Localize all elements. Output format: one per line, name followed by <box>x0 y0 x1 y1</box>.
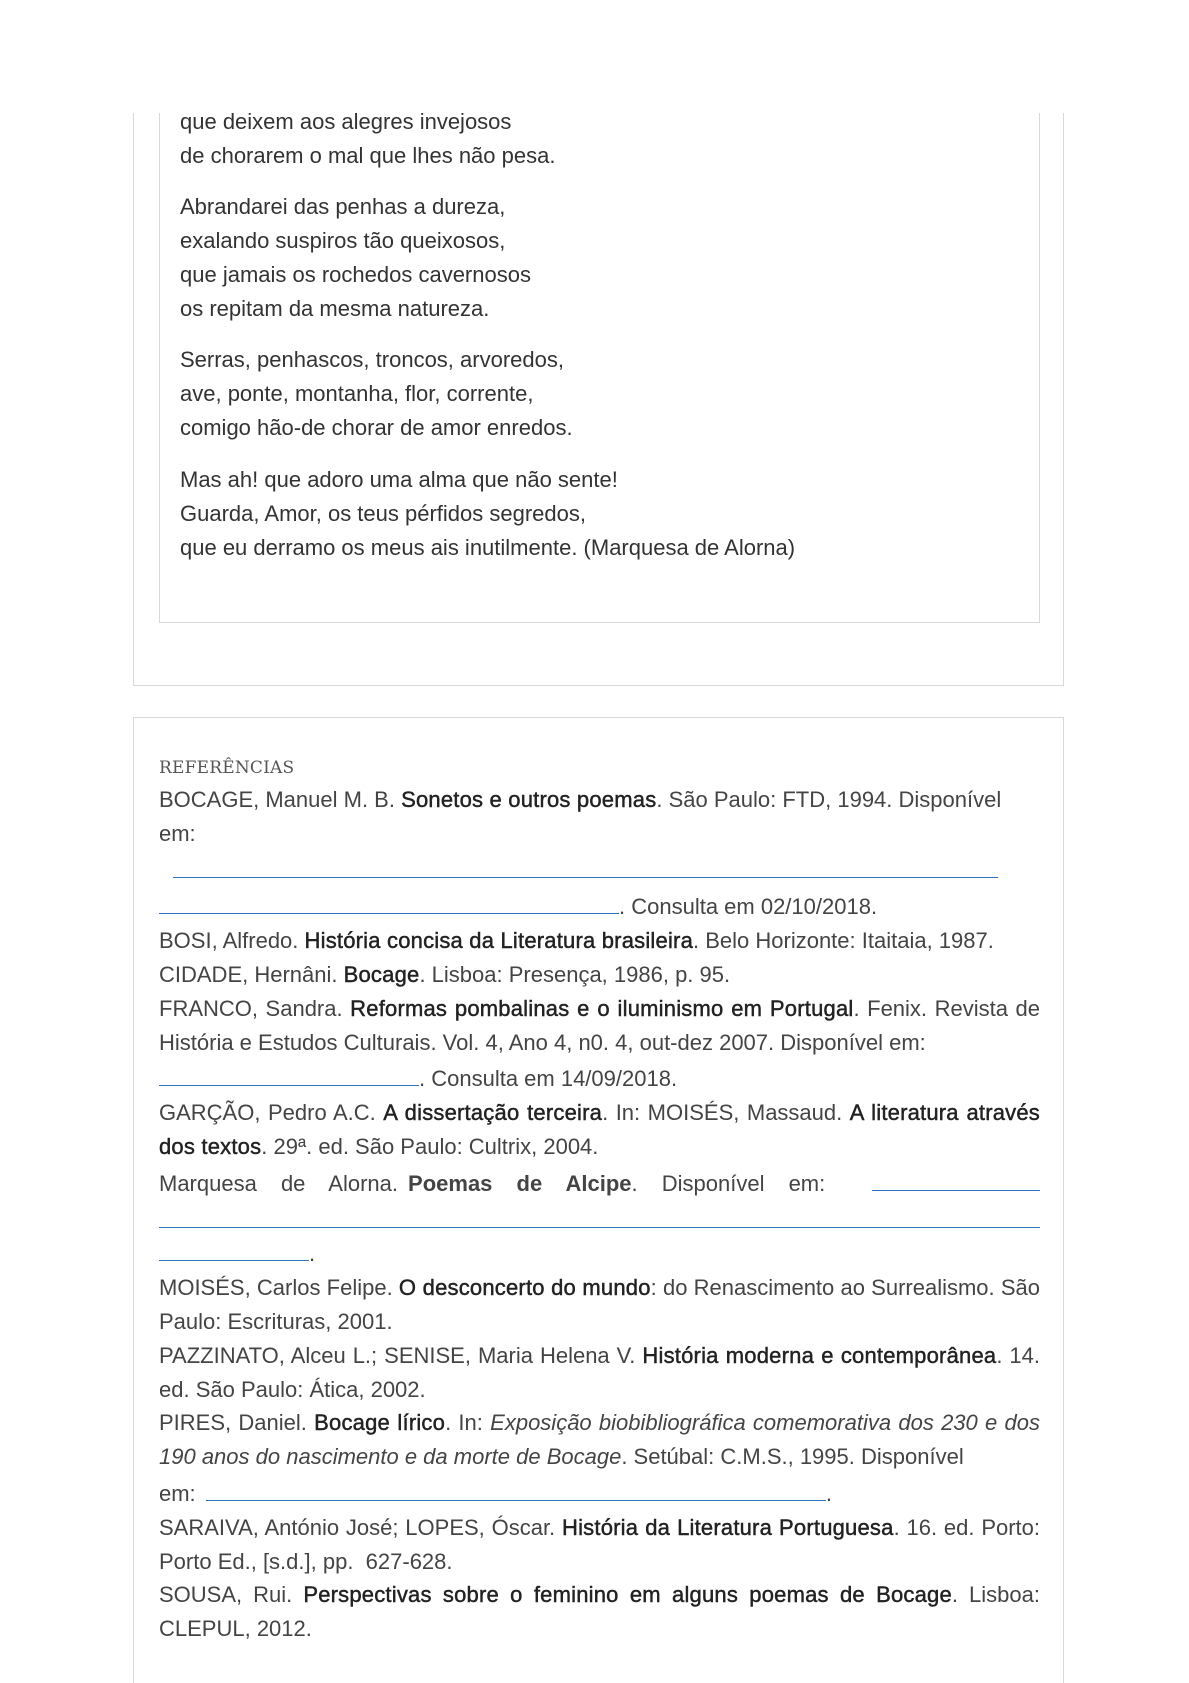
poem-verse: comigo hão-de chorar de amor enredos. <box>180 415 573 440</box>
reference-link[interactable] <box>173 851 998 878</box>
reference-link[interactable] <box>159 1201 1040 1228</box>
poem-verse: que jamais os rochedos cavernosos <box>180 262 531 287</box>
reference-link[interactable] <box>159 1059 419 1086</box>
ref-details: . 29ª. ed. São Paulo: Cultrix, 2004. <box>261 1133 599 1159</box>
references-list <box>159 753 1047 1646</box>
reference-pazzinato <box>159 1339 1040 1407</box>
ref-details: . Disponível em: <box>631 1170 826 1196</box>
ref-em-label: em: <box>159 820 196 846</box>
reference-sousa <box>159 1578 1040 1646</box>
ref-details: : do Renascimento ao Surrealismo. São Paulo: Escrituras, 2001. <box>159 1275 1040 1334</box>
reference-pires <box>159 1406 1040 1474</box>
ref-author: CIDADE, Hernâni. <box>159 961 344 987</box>
ref-details: . Lisboa: Presença, 1986, p. 95. <box>419 961 731 987</box>
reference-link[interactable] <box>872 1164 1040 1191</box>
ref-title: Bocage lírico <box>314 1410 446 1436</box>
ref-author: BOCAGE, Manuel M. B. <box>159 787 402 812</box>
reference-bocage-consult-row <box>159 887 1040 924</box>
poem-card <box>133 109 1064 686</box>
poem-verse: que deixem aos alegres invejosos <box>180 109 512 134</box>
poem-stanza <box>180 463 795 565</box>
ref-details: . 16. ed. Porto: Porto Ed., [s.d.], pp. 627-628. <box>159 1514 1047 1574</box>
ref-details: . In: MOISÉS, Massaud. <box>602 1100 850 1126</box>
ref-title: Sonetos e outros poemas <box>401 787 657 812</box>
references-heading: REFERÊNCIAS <box>159 758 295 778</box>
ref-details: . Belo Horizonte: Itaitaia, 1987. <box>693 928 994 954</box>
ref-author: SOUSA, Rui. <box>159 1582 304 1608</box>
reference-moises <box>159 1271 1040 1339</box>
ref-title: História concisa da Literatura brasileira <box>304 928 693 954</box>
poem-verse: de chorarem o mal que lhes não pesa. <box>180 143 556 168</box>
poem-stanza <box>180 343 573 445</box>
ref-italic-title: Exposição biobibliográfica comemorativa dos 230 e dos 190 anos do nascimento e da morte de Bocage <box>159 1410 1041 1470</box>
ref-details: . 14. ed. São Paulo: Ática, 2002. <box>159 1342 1040 1402</box>
poem-verse: ave, ponte, montanha, flor, corrente, <box>180 381 534 406</box>
reference-cidade <box>159 958 1040 992</box>
poem-verse: que eu derramo os meus ais inutilmente. (Marquesa de Alorna) <box>180 535 796 560</box>
ref-title: Reformas pombalinas e o iluminismo em Portugal <box>350 995 854 1021</box>
reference-franco <box>159 992 1040 1060</box>
ref-author: PAZZINATO, Alceu L.; SENISE, Maria Helena V. <box>159 1342 643 1368</box>
reference-alorna <box>159 1164 1040 1201</box>
ref-end: . <box>825 1480 832 1506</box>
ref-author: FRANCO, Sandra. <box>159 995 351 1021</box>
reference-saraiva <box>159 1511 1047 1579</box>
ref-author: GARÇÃO, Pedro A.C. <box>159 1100 384 1126</box>
ref-title: Perspectivas sobre o feminino em alguns poemas de Bocage <box>303 1582 952 1608</box>
ref-author: MOISÉS, Carlos Felipe. <box>159 1275 399 1301</box>
ref-consult: . Consulta em 14/09/2018. <box>419 1066 678 1092</box>
poem-verse: Serras, penhascos, troncos, arvoredos, <box>180 347 564 372</box>
ref-details: . Fenix. Revista de História e Estudos Culturais. Vol. 4, Ano 4, n0. 4, out-dez 2007. Disponível em: <box>159 995 1040 1055</box>
ref-author: BOSI, Alfredo. <box>159 928 305 954</box>
ref-title: História moderna e contemporânea <box>642 1342 997 1368</box>
ref-title: A literatura através dos textos <box>159 1100 1040 1159</box>
ref-author: SARAIVA, António José; LOPES, Óscar. <box>159 1514 562 1540</box>
reference-link[interactable] <box>206 1474 826 1501</box>
poem-verse: Abrandarei das penhas a dureza, <box>180 194 506 219</box>
reference-link[interactable] <box>159 887 619 914</box>
ref-details: . Lisboa: CLEPUL, 2012. <box>159 1582 1040 1642</box>
ref-details: . Setúbal: C.M.S., 1995. Disponível <box>621 1444 964 1470</box>
reference-bosi <box>159 924 1040 958</box>
poem-verse: exalando suspiros tão queixosos, <box>180 228 506 253</box>
ref-title: A dissertação terceira <box>383 1100 603 1126</box>
reference-bocage-link-row <box>159 817 1040 888</box>
poem-quote-box <box>159 109 1040 623</box>
reference-pires-link-row <box>159 1474 1040 1511</box>
reference-franco-consult-row <box>159 1059 1040 1096</box>
reference-alorna-link-row <box>159 1201 1040 1235</box>
reference-bocage <box>159 783 1040 817</box>
poem-verse: Guarda, Amor, os teus pérfidos segredos, <box>180 501 587 526</box>
poem-stanza <box>180 190 531 326</box>
ref-title: Poemas de Alcipe <box>408 1170 632 1196</box>
ref-details: . São Paulo: FTD, 1994. Disponível <box>656 787 1002 812</box>
reference-garcao <box>159 1096 1040 1164</box>
poem-verse: os repitam da mesma natureza. <box>180 296 490 321</box>
ref-title: História da Literatura Portuguesa <box>562 1514 894 1540</box>
references-card <box>133 717 1064 1683</box>
ref-author: Marquesa de Alorna. <box>159 1170 399 1196</box>
ref-author: PIRES, Daniel. <box>159 1410 315 1436</box>
ref-details: . In: <box>445 1410 491 1436</box>
reference-link[interactable] <box>159 1234 309 1261</box>
ref-title: Bocage <box>343 961 420 987</box>
ref-em-label: em: <box>159 1480 196 1506</box>
ref-end: . <box>309 1241 316 1267</box>
ref-title: O desconcerto do mundo <box>398 1275 651 1301</box>
poem-verse: Mas ah! que adoro uma alma que não sente! <box>180 467 618 492</box>
reference-alorna-end-row <box>159 1234 1040 1271</box>
ref-consult: . Consulta em 02/10/2018. <box>619 894 878 920</box>
poem-stanza <box>180 105 555 173</box>
